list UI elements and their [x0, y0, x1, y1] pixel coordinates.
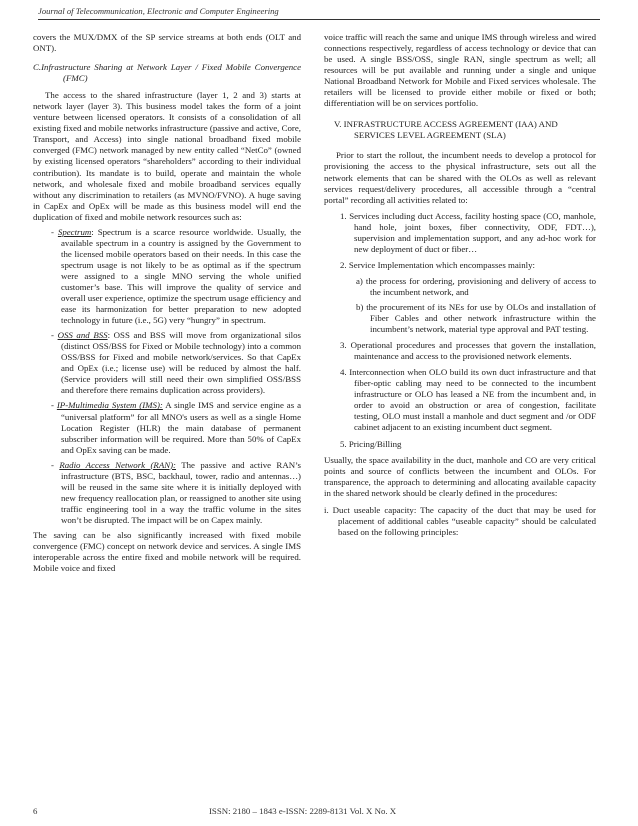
paragraph: Prior to start the rollout, the incumbent needs to develop a protocol for provisioning the access to the physical infrastructure, sets out all the network elements that can be shared with the OLOs as well as relevant services request/delivery procedures, all accessible through a “central portal” recording all activities related to: [324, 150, 596, 205]
list-item: 4. Interconnection when OLO build its own duct infrastructure and that fiber-optic cabling may need to be connected to the incumbent infrastructure or OLO has leased a NE from the incumbent and, in order to avoid an obstruction or area of congestion, facilitate testing, OLO must install a manhole and duct segment and /or ODF cabinet adjacent to an existing incumbent duct segment. [340, 367, 596, 433]
term: OSS and BSS [57, 330, 108, 341]
paragraph: covers the MUX/DMX of the SP service streams at both ends (OLT and ONT). [33, 32, 301, 54]
term: Spectrum [57, 226, 92, 237]
section-heading: C.Infrastructure Sharing at Network Layer / Fixed Mobile Convergence (FMC) [33, 62, 301, 84]
list-item: a) the process for ordering, provisioning and delivery of access to the incumbent network, and [356, 275, 596, 297]
list-item: b) the procurement of its NEs for use by OLOs and installation of Fiber Cables and other network infrastructure within the incumbent’s network, material type approval and PAT testing. [356, 301, 596, 335]
list-item: 5. Pricing/Billing [340, 438, 402, 449]
section-heading: V. INFRASTRUCTURE ACCESS AGREEMENT (IAA) AND SERVICES LEVEL AGREEMENT (SLA) [334, 119, 558, 141]
term: IP-Multimedia System (IMS): [56, 400, 163, 411]
journal-header: Journal of Telecommunication, Electronic and Computer Engineering [38, 6, 600, 20]
term: Radio Access Network (RAN): [59, 459, 177, 470]
issn-line: ISSN: 2180 – 1843 e-ISSN: 2289-8131 Vol. X No. X [209, 806, 397, 816]
page-number: 6 [33, 806, 38, 816]
list-item: 2. Service Implementation which encompasses mainly: [340, 259, 536, 270]
list-item: - Radio Access Network (RAN): The passive and active RAN’s infrastructure (BTS, BSC, backhaul, tower, radio and antennas…) will be reused in the same site where it is initially deployed with new frequency reallocation plan, or reassigned to another site using traffic engineering tool in a way the traffic volume in the sites won’t be disrupted. The impact will be on Capex mainly. [51, 459, 301, 525]
list-item: - OSS and BSS: OSS and BSS will move from organizational silos (distinct OSS/BSS for Fixed or Mobile technology) into a common OSS/BSS for Fixed and mobile network/services. So that CapEx and OpEx (i.e.; license use) will be reduced by almost the half. (Service providers will still need their own simplified OSS/BSS and therefore there remains duplication across providers). [51, 330, 301, 396]
right-column [324, 32, 596, 538]
list-item: - IP-Multimedia System (IMS): A single IMS and service engine as a “universal platform” for all MNO's users as well as a single Home Location Register (HLR) the main database of permanent subscriber information will be required. More than 50% of CapEx and OpEx saving can be made. [51, 400, 301, 455]
paragraph: The saving can be also significantly increased with fixed mobile convergence (FMC) concept on network device and services. A single IMS interoperable across the entire fixed and mobile network will be required. Mobile voice and fixed [33, 529, 301, 574]
left-column [33, 32, 301, 574]
list-item: i. Duct useable capacity: The capacity of the duct that may be used for placement of additional cables “useable capacity” should be calculated based on the following principles: [324, 504, 596, 537]
paragraph: Usually, the space availability in the duct, manhole and CO are very critical points and source of conflicts between the incumbent and OLOs. For transparence, the approach to determining and allocating available capacity in the shared network should be clearly defined in the procedures: [324, 454, 596, 498]
paragraph: voice traffic will reach the same and unique IMS through wireless and wired connections respectively, regardless of access technology or device that can be used. A single BSS/OSS, single RAN, single spectrum as well; all resources will be put available and running under a single and unique National Broadband Network for Mobile and Fixed services wholesale. The retailers will be licensed to provide either mobile or fixed or both; differentiation will be on services portfolio. [324, 32, 596, 109]
list-item: 1. Services including duct Access, facility hosting space (CO, manhole, hand hole, joint boxes, fiber connectivity, ODF, FDT…), supervision and implementation support, and any ad-hoc work for new deployment of duct or fiber… [340, 210, 596, 254]
list-item: 3. Operational procedures and processes that govern the installation, maintenance and access to the provisioned network elements. [340, 340, 596, 362]
paragraph: The access to the shared infrastructure (layer 1, 2 and 3) starts at network layer (layer 3). This business model takes the form of a joint venture between licensed operators. It consists of a consolidation of all existing fixed and mobile networks infrastructure (passive and active, Core, Transport, and Access) into single national broadband fixed mobile converged (FMC) network managed by new entity called “NetCo” (owned by existing licensed operators “shareholders” according to their individual contribution). Its mandate is to build, operate and maintain the whole network, and wholesale fixed and mobile broadband services equally without any discrimination to retailers (as MVNO/FVNO). A huge saving in CapEx and OpEx will be made as this business model will end the duplication of fixed and mobile network resources such as: [33, 90, 301, 222]
list-item: - Spectrum: Spectrum is a scarce resource worldwide. Usually, the available spectrum in a country is assigned by the Government to the licensed mobile operators based on their needs. In this case the spectrum usage is not likely to be as optimal as if the spectrum were assigned to a single MNO serving the whole unified customer’s base. This will improve the quality of service and overall user experience, optimize the spectrum usage efficiency and ease its harmonization for better preparation to new adopted technology in future (i.e., 5G) very “hungry” in spectrum. [51, 226, 302, 326]
